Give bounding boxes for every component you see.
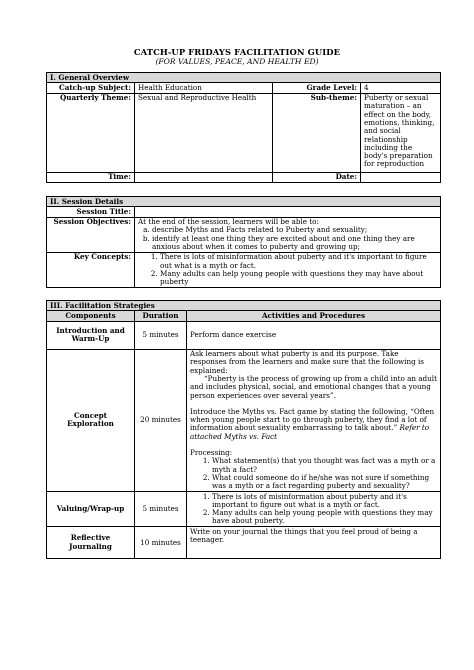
subtheme-value: Puberty or sexual maturation – an effect on the body, emotions, thinking, and social relationship including the body's preparation for reproduction <box>361 93 441 172</box>
processing-questions <box>190 457 437 490</box>
session-details-heading: II. Session Details <box>47 197 441 207</box>
objectives-intro: At the end of the session, learners will be able to: <box>138 217 319 227</box>
grade-value: 4 <box>361 83 441 93</box>
theme-value: Sexual and Reproductive Health <box>135 93 273 172</box>
session-objectives-cell <box>135 217 441 252</box>
column-header-activities: Activities and Procedures <box>187 311 441 321</box>
subject-label: Catch-up Subject: <box>47 83 135 93</box>
facilitation-strategies-heading: III. Facilitation Strategies <box>47 301 441 311</box>
time-label: Time: <box>47 172 135 182</box>
valuing-point: 1. There is lots of misinformation about puberty and it's important to figure out what is a myth or fact. <box>212 493 437 510</box>
general-overview-table <box>46 72 441 183</box>
processing-question: 2. What could someone do if he/she was not sure if something was a myth or a fact regarding puberty and sexuality? <box>212 474 437 491</box>
concept-component: Concept Exploration <box>47 349 135 491</box>
column-header-components: Components <box>47 311 135 321</box>
general-overview-heading: I. General Overview <box>47 73 441 83</box>
key-concepts-cell <box>135 252 441 287</box>
journal-duration: 10 minutes <box>135 527 187 559</box>
intro-duration: 5 minutes <box>135 321 187 349</box>
theme-label: Quarterly Theme: <box>47 93 135 172</box>
time-value <box>135 172 273 182</box>
intro-activity: Perform dance exercise <box>187 321 441 349</box>
valuing-point: 2. Many adults can help young people with questions they may have about puberty. <box>212 509 437 526</box>
valuing-component: Valuing/Wrap-up <box>47 492 135 527</box>
session-details-table <box>46 196 441 288</box>
column-header-duration: Duration <box>135 311 187 321</box>
session-title-value <box>135 207 441 217</box>
concept-duration: 20 minutes <box>135 349 187 491</box>
facilitation-strategies-table <box>46 300 441 559</box>
journal-activity: Write on your journal the things that you feel proud of being a teenager. <box>187 527 441 559</box>
intro-component: Introduction and Warm-Up <box>47 321 135 349</box>
puberty-definition-quote: “Puberty is the process of growing up from a child into an adult and includes physical, social, and emotional changes that a young person experiences over several years”. <box>190 373 437 400</box>
concept-activity-cell <box>187 349 441 491</box>
date-label: Date: <box>273 172 361 182</box>
session-objectives-label: Session Objectives: <box>47 217 135 252</box>
document-title: CATCH-UP FRIDAYS FACILITATION GUIDE <box>133 47 341 57</box>
objective-item: a. describe Myths and Facts related to Puberty and sexuality; <box>152 226 437 234</box>
key-concept-item: 1. There is lots of misinformation about puberty and it's important to figure out what is a myth or fact. <box>160 253 437 270</box>
subtheme-label: Sub-theme: <box>273 93 361 172</box>
objectives-list <box>138 226 437 251</box>
valuing-duration: 5 minutes <box>135 492 187 527</box>
key-concepts-list <box>138 253 437 286</box>
key-concepts-label: Key Concepts: <box>47 252 135 287</box>
objective-item: b. identify at least one thing they are excited about and one thing they are anxious about when it comes to puberty and growing up; <box>152 235 437 252</box>
key-concept-item: 2. Many adults can help young people with questions they may have about puberty <box>160 270 437 287</box>
subject-value: Health Education <box>135 83 273 93</box>
concept-paragraph-1: Ask learners about what puberty is and its purpose. Take responses from the learners and make sure that the following is explained: <box>190 349 424 375</box>
document-subtitle: (FOR VALUES, PEACE, AND HEALTH ED) <box>155 57 319 66</box>
processing-question: 1. What statement(s) that you thought was fact was a myth or a myth a fact? <box>212 457 437 474</box>
grade-label: Grade Level: <box>273 83 361 93</box>
concept-paragraph-2 <box>190 408 437 441</box>
processing-label: Processing: <box>190 448 233 458</box>
valuing-points <box>190 493 437 526</box>
valuing-activity-cell <box>187 492 441 527</box>
journal-component: Reflective Journaling <box>47 527 135 559</box>
myths-fact-reference: Refer to attached Myths vs. Fact <box>190 423 430 441</box>
date-value <box>361 172 441 182</box>
session-title-label: Session Title: <box>47 207 135 217</box>
myths-game-intro: Introduce the Myths vs. Fact game by stating the following, “Often when young people start to go through puberty, they find a lot of information about sexuality embarrassing to talk about.” <box>190 406 435 433</box>
